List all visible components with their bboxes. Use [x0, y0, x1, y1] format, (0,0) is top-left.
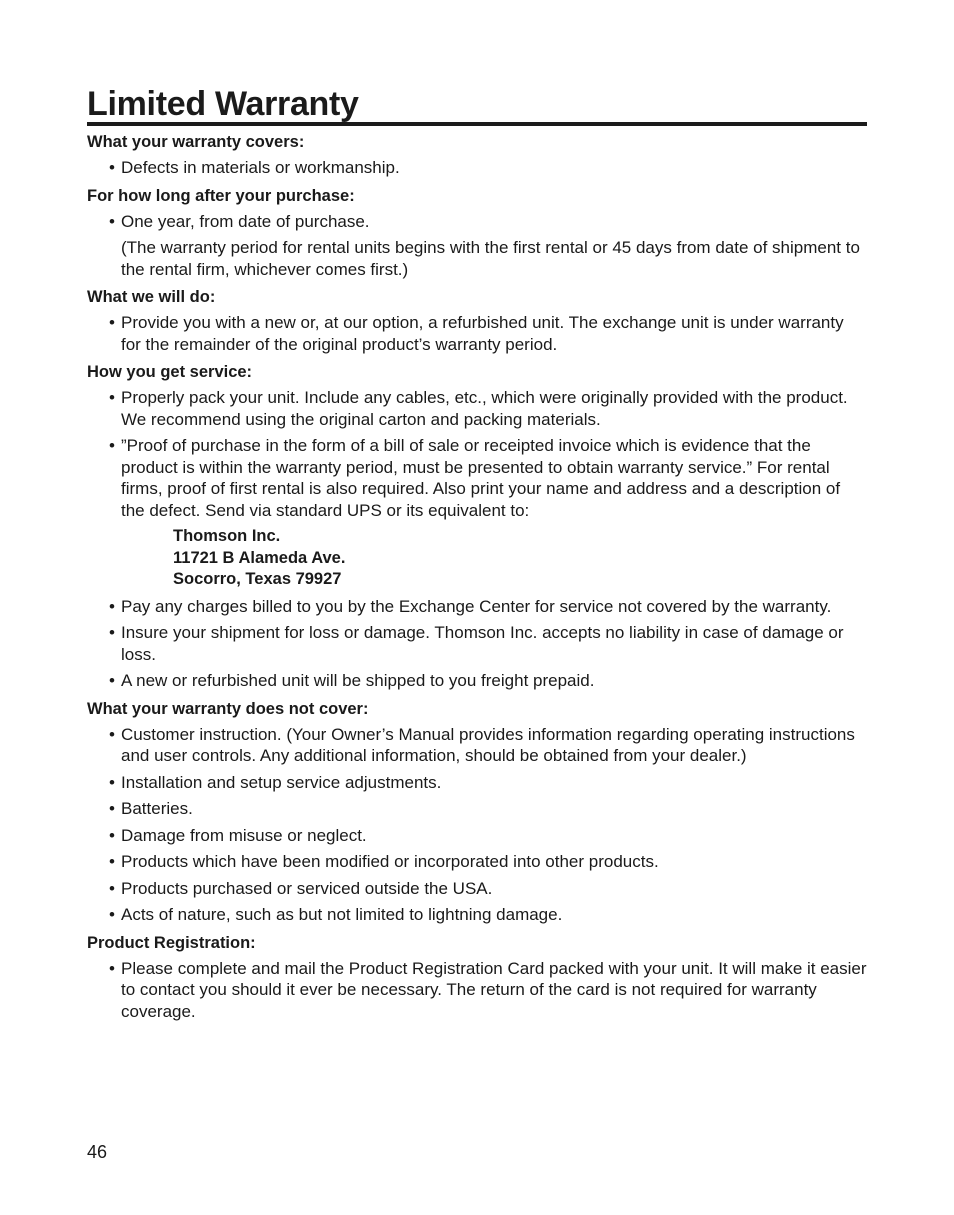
list-item: [87, 157, 867, 179]
list-item-text: Products which have been modified or incorporated into other products.: [121, 852, 659, 871]
list-item: [87, 622, 867, 665]
rental-note: (The warranty period for rental units begins with the first rental or 45 days from date of shipment to the rental firm, whichever comes first.): [121, 238, 860, 279]
bullet: •: [109, 313, 115, 332]
bullet: •: [109, 388, 115, 407]
list-item: [87, 211, 867, 233]
list-item-text: Customer instruction. (Your Owner’s Manual provides information regarding operating instructions and user controls. Any additional information, should be obtained from your dealer.): [121, 724, 855, 765]
address-line: 11721 B Alameda Ave.: [173, 548, 346, 567]
bullet: •: [109, 436, 115, 455]
bullet: •: [109, 799, 115, 818]
bullet: •: [109, 596, 115, 616]
list-item-text: Defects in materials or workmanship.: [121, 158, 400, 177]
list-item: [87, 798, 867, 820]
bullet: •: [109, 623, 115, 642]
list-item: [87, 904, 867, 926]
section-heading-covers: What your warranty covers:: [87, 133, 305, 151]
list-item: [87, 851, 867, 873]
page-title: Limited Warranty: [87, 85, 359, 123]
section-heading-registration: Product Registration:: [87, 933, 256, 952]
list-registration: [87, 958, 867, 1023]
list-item: [87, 825, 867, 847]
section-heading-duration: For how long after your purchase:: [87, 186, 355, 205]
list-item: [87, 958, 867, 1023]
list-duration: [87, 211, 867, 233]
section-heading-will-do: What we will do:: [87, 288, 216, 306]
list-item-text: Damage from misuse or neglect.: [121, 825, 367, 845]
list-item-text: Acts of nature, such as but not limited to lightning damage.: [121, 905, 563, 924]
list-item: [87, 596, 867, 618]
warranty-page: [87, 84, 867, 1027]
list-item-text: Batteries.: [121, 799, 193, 818]
list-item-text: Products purchased or serviced outside the USA.: [121, 878, 493, 898]
list-item-text: A new or refurbished unit will be shipped to you freight prepaid.: [121, 671, 595, 690]
bullet: •: [109, 772, 115, 792]
bullet: •: [109, 724, 115, 744]
list-item: [87, 878, 867, 900]
list-item: [87, 772, 867, 794]
list-service-after: [87, 596, 867, 692]
bullet: •: [109, 211, 115, 231]
section-heading-service: How you get service:: [87, 363, 253, 381]
bullet: •: [109, 958, 115, 978]
list-not-cover: [87, 724, 867, 926]
list-item-text: Please complete and mail the Product Registration Card packed with your unit. It will make it easier to contact you should it ever be necessary. The return of the card is not required for warranty coverage.: [121, 958, 867, 1021]
bullet: •: [109, 158, 115, 177]
bullet: •: [109, 905, 115, 924]
address-line: Socorro, Texas 79927: [173, 570, 342, 588]
list-item: [87, 435, 867, 521]
bullet: •: [109, 878, 115, 898]
list-covers: [87, 157, 867, 179]
list-item-text: Properly pack your unit. Include any cables, etc., which were originally provided with the product. We recommend using the original carton and packing materials.: [121, 388, 848, 429]
service-address: [87, 526, 867, 591]
page-number: 46: [87, 1142, 108, 1162]
list-will-do: [87, 312, 867, 355]
list-item-text: One year, from date of purchase.: [121, 211, 370, 231]
bullet: •: [109, 825, 115, 845]
list-item: [87, 724, 867, 767]
list-item-text: Installation and setup service adjustments.: [121, 772, 442, 792]
section-heading-not-cover: What your warranty does not cover:: [87, 699, 369, 718]
address-line: Thomson Inc.: [173, 527, 281, 545]
list-service: [87, 387, 867, 521]
list-item-text: Insure your shipment for loss or damage. Thomson Inc. accepts no liability in case of damage or loss.: [121, 623, 844, 664]
list-item-text: Provide you with a new or, at our option, a refurbished unit. The exchange unit is under warranty for the remainder of the original product’s warranty period.: [121, 313, 844, 354]
list-item: [87, 670, 867, 692]
list-item: [87, 312, 867, 355]
bullet: •: [109, 852, 115, 871]
list-item-text: ”Proof of purchase in the form of a bill of sale or receipted invoice which is evidence that the product is within the warranty period, must be presented to obtain warranty service.” For rental firms, proof of first rental is also required. Also print your name and address and a description of the defect. Send via standard UPS or its equivalent to:: [121, 436, 841, 520]
list-item-text: Pay any charges billed to you by the Exchange Center for service not covered by the warranty.: [121, 596, 832, 616]
list-item: [87, 387, 867, 430]
bullet: •: [109, 671, 115, 690]
